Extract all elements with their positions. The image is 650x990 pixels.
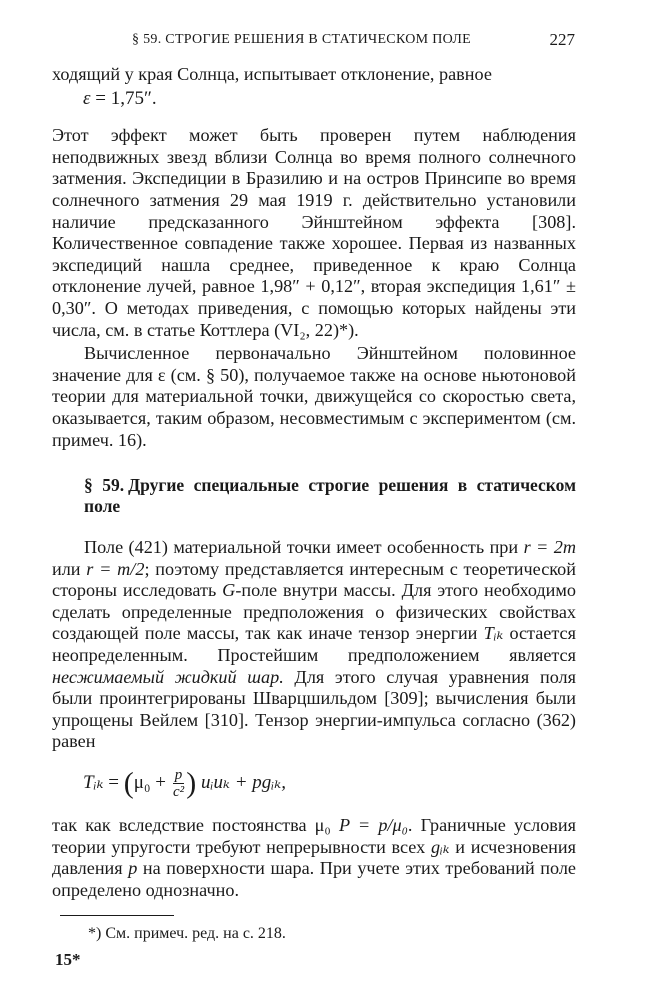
paragraph-field-inside-mass [52, 537, 576, 753]
equation-mu: μ₀ + [133, 771, 171, 793]
equation-equals: = [103, 771, 124, 793]
text-run: на поверхности шара. При учете этих требований поле определено однозначно. [52, 858, 576, 900]
text-run: Для этого случая уравнения поля были проинтегрированы Шварцшильдом [309]; вычисления были упрощены Вейлем [310]. Тензор энергии-импульса согласно (362) равен [52, 666, 576, 752]
section-title: Другие специальные строгие решения в статическом поле [84, 475, 576, 517]
equation-energy-tensor [83, 767, 576, 800]
math-inline: gᵢₖ [430, 836, 450, 857]
equation-paren-open: ( [123, 766, 134, 800]
equation-lhs: Tᵢₖ [83, 771, 104, 793]
math-inline: p [128, 858, 138, 879]
fraction-numerator: p [174, 767, 183, 784]
equation-rest: uᵢuₖ + pgᵢₖ, [196, 771, 286, 793]
equation-deflection [83, 88, 576, 110]
paragraph-continuation: ходящий у края Солнца, испытывает отклонение, равное [52, 64, 492, 84]
footnote: *) См. примеч. ред. на с. 218. [88, 925, 286, 942]
section-number: § 59. [84, 475, 125, 496]
equation-fraction [173, 767, 185, 800]
text-run: ; поэтому представляется интересным с теоретической стороны исследовать [52, 558, 577, 601]
math-inline: r = m/2 [86, 558, 145, 579]
equation-paren-close: ) [186, 766, 197, 800]
paragraph-einstein-half-value: Вычисленное первоначально Эйнштейном половинное значение для ε (см. § 50), получаемое также на основе ньютоновой теории для материальной точки, движущейся со скоростью света, оказывается, таким образом, несовместимым с экспериментом (см. примеч. 16). [52, 343, 576, 450]
text-run: остается неопределенным. Простейшим предположением является [52, 623, 576, 666]
page-number: 227 [549, 30, 575, 49]
page-header [85, 30, 575, 54]
paragraph-eclipse: Этот эффект может быть проверен путем наблюдения неподвижных звезд вблизи Солнца во время полного солнечного затмения. Экспедиции в Бразилию и на остров Принсипе во время солнечного затмения 29 мая 1919 г. действительно установили наличие предсказанного Эйнштейном эффекта [308]. Количественное совпадение также хорошее. Первая из названных экспедиций нашла среднее, приведенное к краю Солнца отклонение лучей, равное 1,98″ + 0,12″, вторая экспедиция 1,61″ ± 0,30″. О методах приведения, с помощью которых найдены эти числа, см. в статье Коттлера (VI₂, 22)*). [52, 125, 576, 340]
text-run: . Граничные условия теории упругости требуют непрерывности всех [52, 815, 576, 857]
text-run: и исчезновения давления [52, 836, 576, 879]
equation-symbol: ε [83, 87, 91, 109]
text-run: -поле внутри массы. Для этого необходимо сделать определенные предположения о физических свойствах создающей поле массы, так как иначе тензор энергии [52, 580, 577, 644]
section-heading [84, 475, 576, 517]
text-run: так как вследствие постоянства μ₀ [52, 815, 339, 836]
math-inline: G [222, 580, 236, 601]
running-head: § 59. СТРОГИЕ РЕШЕНИЯ В СТАТИЧЕСКОМ ПОЛЕ [132, 32, 471, 47]
emphasis-text: несжимаемый жидкий шар. [52, 666, 284, 687]
equation-value: = 1,75″. [90, 87, 157, 109]
signature-mark: 15* [55, 950, 81, 969]
paragraph-boundary-conditions [52, 815, 576, 901]
math-inline: r = 2m [523, 537, 576, 558]
math-inline: P = p/μ₀ [338, 815, 408, 836]
footnote-divider [60, 915, 174, 916]
main-text [52, 64, 576, 901]
math-inline: Tᵢₖ [483, 623, 504, 644]
fraction-denominator: c² [172, 784, 185, 801]
text-run: Поле (421) материальной точки имеет особенность при [84, 537, 524, 558]
text-run: или [52, 558, 87, 579]
